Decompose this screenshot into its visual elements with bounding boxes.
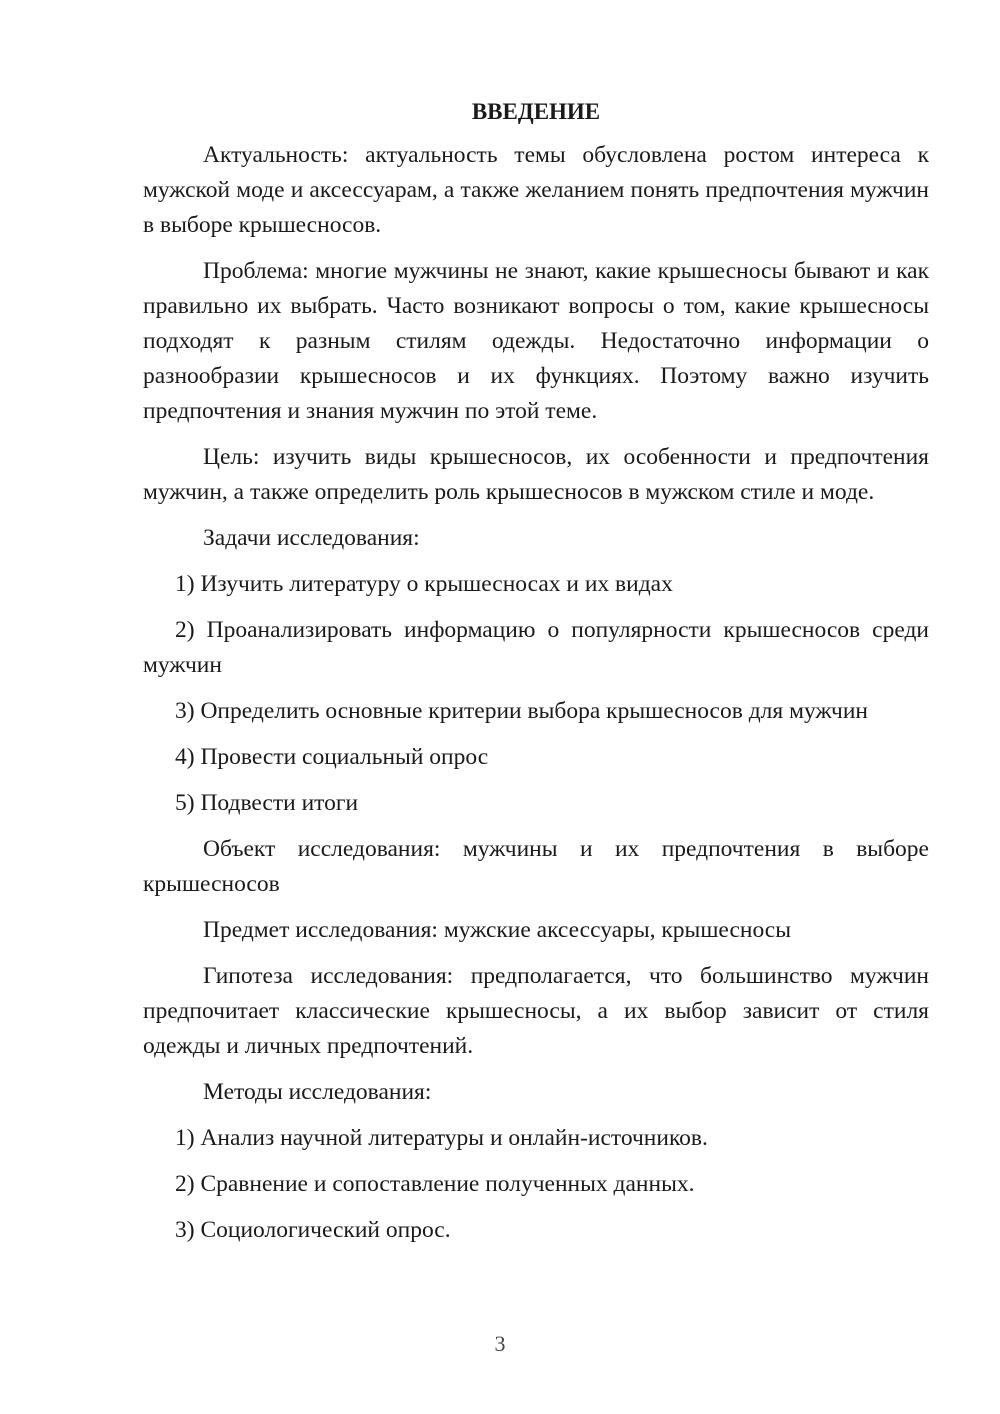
hypothesis-paragraph: Гипотеза исследования: предполагается, что большинство мужчин предпочитает классические крышесносы, а их выбор зависит от стиля одежды и личных предпочтений. xyxy=(143,963,929,1059)
methods-heading: Методы исследования: xyxy=(203,1079,432,1105)
task-item: 3) Определить основные критерии выбора крышесносов для мужчин xyxy=(175,698,869,724)
problem-paragraph: Проблема: многие мужчины не знают, какие крышесносы бывают и как правильно их выбрать. Часто возникают вопросы о том, какие крышесносы подходят к разным стилям одежды. Недостаточно информации о разнообразии крышесносов и их функциях. Поэтому важно изучить предпочтения и знания мужчин по этой теме. xyxy=(143,258,929,424)
subject-paragraph: Предмет исследования: мужские аксессуары, крышесносы xyxy=(203,917,792,943)
task-item: 4) Провести социальный опрос xyxy=(175,744,489,770)
relevance-paragraph: Актуальность: актуальность темы обусловлена ростом интереса к мужской моде и аксессуарам, а также желанием понять предпочтения мужчин в выборе крышесносов. xyxy=(143,142,929,238)
task-item: 5) Подвести итоги xyxy=(175,790,359,816)
goal-paragraph: Цель: изучить виды крышесносов, их особенности и предпочтения мужчин, а также определить роль крышесносов в мужском стиле и моде. xyxy=(143,444,929,505)
page-number: 3 xyxy=(494,1331,506,1356)
method-item: 3) Социологический опрос. xyxy=(175,1217,451,1243)
task-item: 2) Проанализировать информацию о популярности крышесносов среди мужчин xyxy=(143,617,929,678)
object-paragraph: Объект исследования: мужчины и их предпочтения в выборе крышесносов xyxy=(143,836,929,897)
method-item: 2) Сравнение и сопоставление полученных данных. xyxy=(175,1171,695,1197)
task-item: 1) Изучить литературу о крышесносах и их видах xyxy=(175,571,673,597)
document-page xyxy=(143,96,929,1259)
method-item: 1) Анализ научной литературы и онлайн-источников. xyxy=(175,1125,708,1151)
page-title: ВВЕДЕНИЕ xyxy=(471,99,601,124)
tasks-heading: Задачи исследования: xyxy=(203,525,420,551)
